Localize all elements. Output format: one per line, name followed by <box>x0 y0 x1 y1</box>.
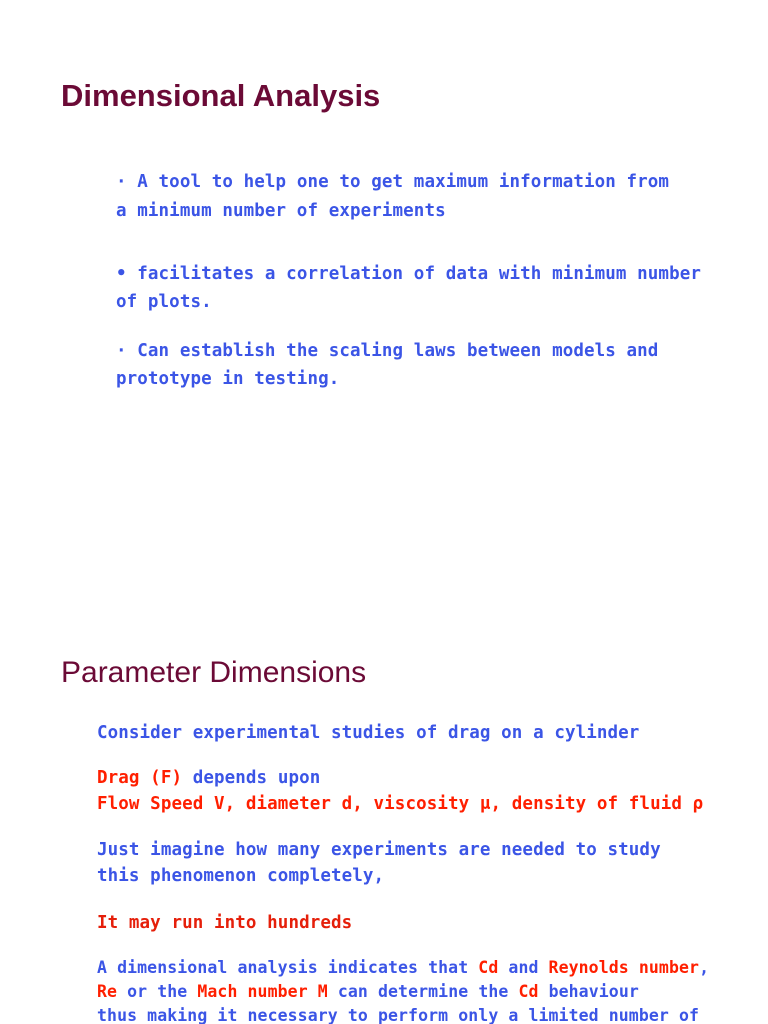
analysis-line <box>97 956 737 980</box>
slide-title: Dimensional Analysis <box>61 78 381 113</box>
bullet-text: Can establish the scaling laws between models and <box>126 341 659 361</box>
analysis-fragment: can determine the <box>327 982 519 1001</box>
bullet-text: A tool to help one to get maximum information from <box>126 172 670 192</box>
bullet-line <box>116 168 716 197</box>
analysis-text <box>97 956 737 1024</box>
imagine-text <box>97 837 737 889</box>
reynolds-term: Reynolds number <box>548 958 700 977</box>
bullet-item <box>116 260 716 316</box>
imagine-line: Just imagine how many experiments are needed to study <box>97 840 661 860</box>
analysis-line <box>97 980 737 1004</box>
bullet-marker: · <box>116 341 127 361</box>
bullet-line: prototype in testing. <box>116 369 340 389</box>
bullet-item <box>116 168 716 226</box>
drag-dependency <box>97 765 737 817</box>
bullet-line <box>116 337 716 365</box>
bullet-marker: · <box>116 172 127 192</box>
analysis-fragment: behaviour <box>538 982 639 1001</box>
analysis-fragment: A dimensional analysis indicates that <box>97 958 479 977</box>
cd-term: Cd <box>478 958 499 977</box>
analysis-fragment: , <box>699 958 710 977</box>
mach-term: Mach number M <box>197 982 328 1001</box>
drag-term: Drag (F) <box>97 768 183 788</box>
bullet-line <box>116 260 716 288</box>
depends-upon-text: depends upon <box>182 768 321 788</box>
bullet-item <box>116 337 716 393</box>
bullet-line: a minimum number of experiments <box>116 201 446 221</box>
analysis-fragment: or the <box>117 982 198 1001</box>
re-term: Re <box>97 982 118 1001</box>
cd-term: Cd <box>518 982 539 1001</box>
bullet-marker: • <box>116 264 127 284</box>
imagine-line: this phenomenon completely, <box>97 866 385 886</box>
analysis-line: thus making it necessary to perform only a limited number of <box>97 1006 700 1024</box>
consider-text: Consider experimental studies of drag on a cylinder <box>97 723 640 743</box>
analysis-fragment: and <box>498 958 549 977</box>
slide-parameter-dimensions <box>0 512 768 1024</box>
hundreds-text: It may run into hundreds <box>97 913 353 933</box>
drag-line <box>97 765 737 791</box>
bullet-text: facilitates a correlation of data with minimum number <box>126 264 701 284</box>
variables-line: Flow Speed V, diameter d, viscosity μ, density of fluid ρ <box>97 794 704 814</box>
bullet-line: of plots. <box>116 292 212 312</box>
slide-title: Parameter Dimensions <box>61 656 367 689</box>
